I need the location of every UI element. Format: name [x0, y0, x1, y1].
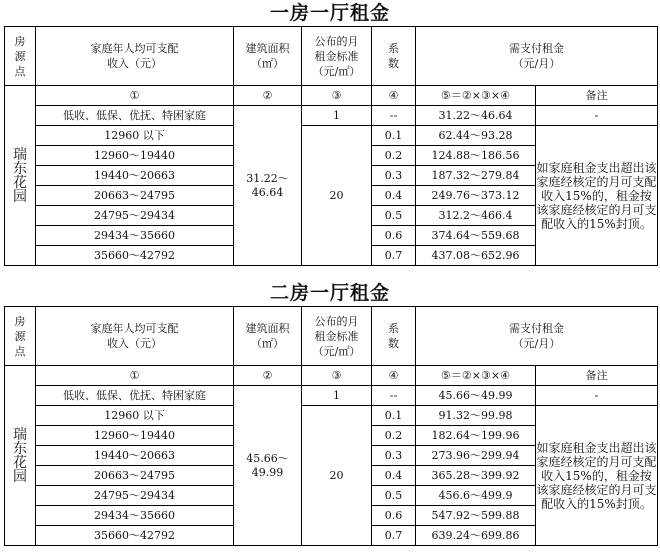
index-coefficient: ④: [372, 366, 416, 386]
table-title-two-bedroom: 二房一厅租金: [269, 282, 390, 304]
income-cell: 12960 以下: [36, 126, 234, 146]
remark-cell: -: [536, 386, 658, 406]
remark-cell: -: [536, 106, 658, 126]
income-cell: 20663～24795: [36, 466, 234, 486]
index-rent: ⑤＝②×③×④: [416, 86, 536, 106]
header-rent: 需支付租金 （元/月）: [416, 307, 658, 366]
housing-name: 瑞东花园: [5, 86, 36, 266]
income-cell: 35660～42792: [36, 526, 234, 546]
rent-cell: 374.64～559.68: [416, 226, 536, 246]
rent-cell: 31.22～46.64: [416, 106, 536, 126]
header-income: 家庭年人均可支配 收入（元）: [36, 27, 234, 86]
coefficient-cell: 0.1: [372, 126, 416, 146]
coefficient-cell: --: [372, 386, 416, 406]
table-row: [5, 406, 658, 426]
rent-cell: 437.08～652.96: [416, 246, 536, 266]
rent-table-one-bedroom: [4, 26, 658, 266]
coefficient-cell: 0.6: [372, 226, 416, 246]
area-cell: 45.66～ 49.99: [234, 386, 302, 546]
housing-name: 瑞东花园: [5, 366, 36, 546]
rent-cell: 182.64～199.96: [416, 426, 536, 446]
rent-cell: 365.28～399.92: [416, 466, 536, 486]
coefficient-cell: --: [372, 106, 416, 126]
coefficient-cell: 0.4: [372, 186, 416, 206]
header-area: 建筑面积 （㎡）: [234, 307, 302, 366]
index-standard: ③: [302, 366, 372, 386]
header-row: [5, 27, 658, 86]
rent-cell: 45.66～49.99: [416, 386, 536, 406]
coefficient-cell: 0.1: [372, 406, 416, 426]
coefficient-cell: 0.4: [372, 466, 416, 486]
standard-cell: 20: [302, 126, 372, 266]
income-cell: 24795～29434: [36, 206, 234, 226]
income-cell: 29434～35660: [36, 506, 234, 526]
index-income: ①: [36, 366, 234, 386]
table-title-one-bedroom: 一房一厅租金: [269, 2, 390, 24]
header-income: 家庭年人均可支配 收入（元）: [36, 307, 234, 366]
rent-table-two-bedroom: [4, 306, 658, 546]
income-cell: 12960～19440: [36, 146, 234, 166]
coefficient-cell: 0.5: [372, 486, 416, 506]
income-cell: 12960～19440: [36, 426, 234, 446]
income-cell: 低收、低保、优抚、特困家庭: [36, 106, 234, 126]
standard-cell: 20: [302, 406, 372, 546]
standard-cell: 1: [302, 386, 372, 406]
index-income: ①: [36, 86, 234, 106]
header-coefficient: 系 数: [372, 307, 416, 366]
income-cell: 24795～29434: [36, 486, 234, 506]
rent-cell: 124.88～186.56: [416, 146, 536, 166]
header-row: [5, 307, 658, 366]
index-remark: 备注: [536, 366, 658, 386]
remark-note: 如家庭租金支出超出该家庭经核定的月可支配收入15%的，租金按该家庭经核定的月可支配收入的15%封顶。: [536, 406, 658, 546]
index-row: [5, 366, 658, 386]
index-row: [5, 86, 658, 106]
header-housing: 房源点: [5, 307, 36, 366]
income-cell: 29434～35660: [36, 226, 234, 246]
rent-cell: 547.92～599.88: [416, 506, 536, 526]
income-cell: 20663～24795: [36, 186, 234, 206]
header-area: 建筑面积 （㎡）: [234, 27, 302, 86]
index-coefficient: ④: [372, 86, 416, 106]
rent-cell: 62.44～93.28: [416, 126, 536, 146]
header-coefficient: 系 数: [372, 27, 416, 86]
index-standard: ③: [302, 86, 372, 106]
income-cell: 低收、低保、优抚、特困家庭: [36, 386, 234, 406]
table-row: [5, 106, 658, 126]
coefficient-cell: 0.6: [372, 506, 416, 526]
coefficient-cell: 0.2: [372, 146, 416, 166]
income-cell: 19440～20663: [36, 446, 234, 466]
income-cell: 12960 以下: [36, 406, 234, 426]
index-area: ②: [234, 86, 302, 106]
header-housing: 房源点: [5, 27, 36, 86]
rent-cell: 249.76～373.12: [416, 186, 536, 206]
table-row: [5, 386, 658, 406]
header-standard: 公布的月 租金标准 （元/㎡）: [302, 27, 372, 86]
rent-cell: 639.24～699.86: [416, 526, 536, 546]
rent-cell: 312.2～466.4: [416, 206, 536, 226]
area-cell: 31.22～ 46.64: [234, 106, 302, 266]
index-area: ②: [234, 366, 302, 386]
standard-cell: 1: [302, 106, 372, 126]
index-rent: ⑤＝②×③×④: [416, 366, 536, 386]
index-remark: 备注: [536, 86, 658, 106]
coefficient-cell: 0.3: [372, 446, 416, 466]
rent-cell: 456.6～499.9: [416, 486, 536, 506]
coefficient-cell: 0.3: [372, 166, 416, 186]
rent-cell: 187.32～279.84: [416, 166, 536, 186]
remark-note: 如家庭租金支出超出该家庭经核定的月可支配收入15%的，租金按该家庭经核定的月可支配收入的15%封顶。: [536, 126, 658, 266]
header-rent: 需支付租金 （元/月）: [416, 27, 658, 86]
coefficient-cell: 0.5: [372, 206, 416, 226]
rent-cell: 273.96～299.94: [416, 446, 536, 466]
coefficient-cell: 0.2: [372, 426, 416, 446]
income-cell: 35660～42792: [36, 246, 234, 266]
header-standard: 公布的月 租金标准 （元/㎡）: [302, 307, 372, 366]
coefficient-cell: 0.7: [372, 246, 416, 266]
coefficient-cell: 0.7: [372, 526, 416, 546]
rent-cell: 91.32～99.98: [416, 406, 536, 426]
table-row: [5, 126, 658, 146]
income-cell: 19440～20663: [36, 166, 234, 186]
